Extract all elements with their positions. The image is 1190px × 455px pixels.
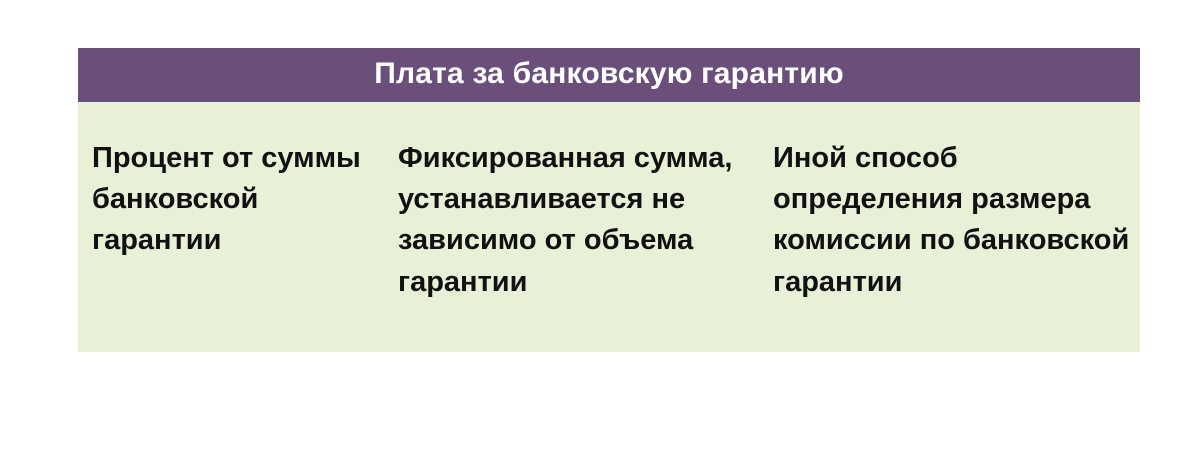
diagram-column-fixed: Фиксированная сумма, устанавливается не зависимо от объема гарантии bbox=[398, 142, 733, 298]
diagram-column-other: Иной способ определения размера комиссии по банковской гарантии bbox=[773, 142, 1130, 298]
diagram-body bbox=[78, 102, 1140, 352]
fee-diagram bbox=[78, 48, 1140, 352]
diagram-column-percent: Процент от суммы банковской гарантии bbox=[92, 142, 361, 257]
diagram-title: Плата за банковскую гарантию bbox=[78, 48, 1140, 102]
